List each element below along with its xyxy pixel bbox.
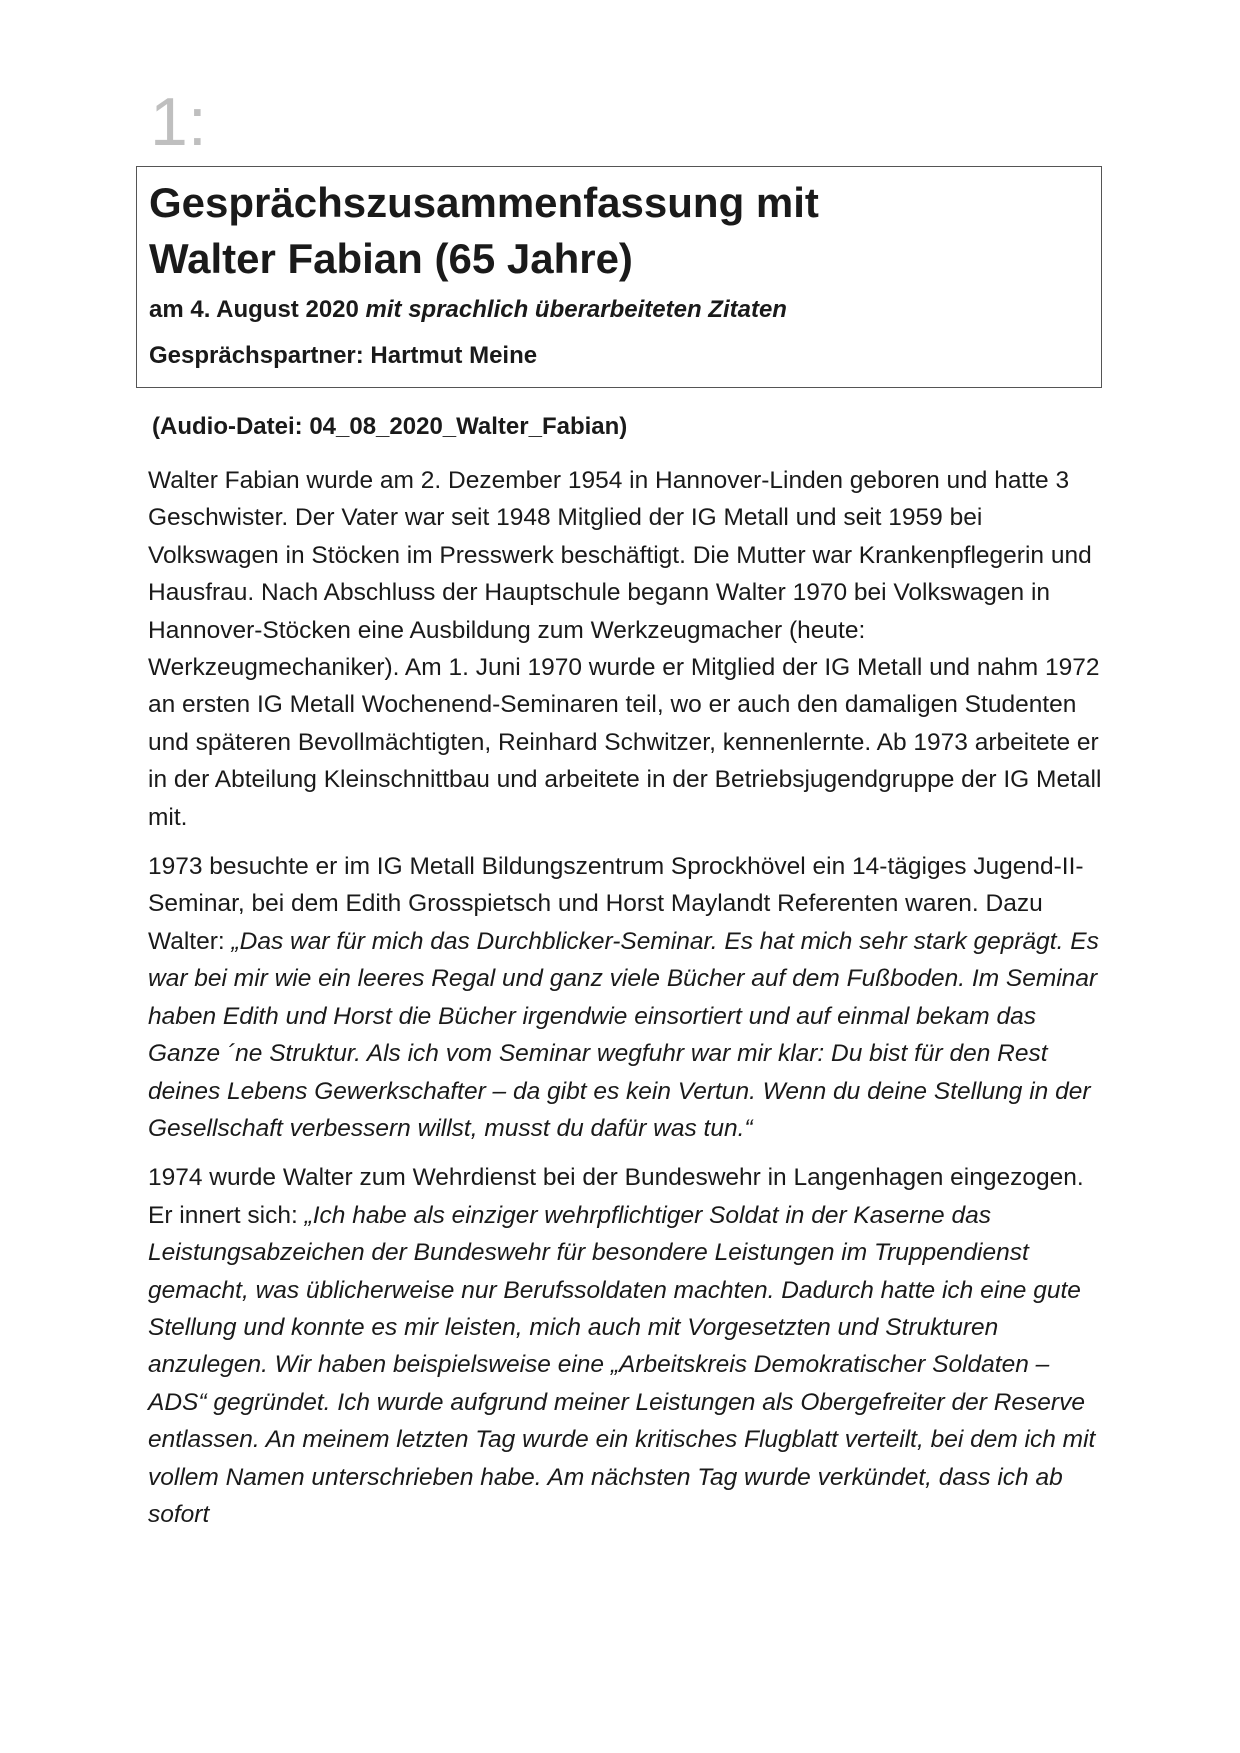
interview-partner: Gesprächspartner: Hartmut Meine <box>149 342 538 369</box>
military-intro: 1974 wurde Walter zum Wehrdienst bei der Bundeswehr in Langenhagen eingezogen. Er innert sich: <box>148 1164 1084 1229</box>
paragraph-seminar <box>148 848 1108 1147</box>
seminar-quote: „Das war für mich das Durchblicker-Seminar. Es hat mich sehr stark geprägt. Es war bei mir wie ein leeres Regal und ganz viele Bücher auf dem Fußboden. Im Seminar haben Edith und Horst die Bücher irgendwie einsortiert und auf einmal bekam das Ganze ´ne Struktur. Als ich vom Seminar wegfuhr war mir klar: Du bist für den Rest deines Lebens Gewerkschafter – da gibt es kein Vertun. Wenn du deine Stellung in der Gesellschaft verbessern willst, musst du dafür was tun.“ <box>148 927 1099 1142</box>
title-line-2: Walter Fabian (65 Jahre) <box>149 235 633 282</box>
document-body <box>148 462 1108 1545</box>
audio-file-reference: (Audio-Datei: 04_08_2020_Walter_Fabian) <box>152 413 628 440</box>
title-box <box>136 166 1102 388</box>
page-number: 1: <box>150 84 207 160</box>
date-line <box>149 293 1089 327</box>
military-quote: „Ich habe als einziger wehrpflichtiger Soldat in der Kaserne das Leistungsabzeichen der Bundeswehr für besondere Leistungen im Truppendienst gemacht, was üblicherweise nur Berufssoldaten machten. Dadurch hatte ich eine gute Stellung und konnte es mir leisten, mich auch mit Vorgesetzten und Strukturen anzulegen. Wir haben beispielsweise eine „Arbeitskreis Demokratischer Soldaten – ADS“ gegründet. Ich wurde aufgrund meiner Leistungen als Obergefreiter der Reserve entlassen. An meinem letzten Tag wurde ein kritisches Flugblatt verteilt, bei dem ich mit vollem Namen unterschrieben habe. Am nächsten Tag wurde verkündet, dass ich ab sofort <box>148 1201 1096 1528</box>
title-line-1: Gesprächszusammenfassung mit <box>149 179 819 226</box>
paragraph-military <box>148 1159 1108 1533</box>
paragraph-biography: Walter Fabian wurde am 2. Dezember 1954 in Hannover-Linden geboren und hatte 3 Geschwister. Der Vater war seit 1948 Mitglied der IG Metall und seit 1959 bei Volkswagen in Stöcken im Presswerk beschäftigt. Die Mutter war Krankenpflegerin und Hausfrau. Nach Abschluss der Hauptschule begann Walter 1970 bei Volkswagen in Hannover-Stöcken eine Ausbildung zum Werkzeugmacher (heute: Werkzeugmechaniker). Am 1. Juni 1970 wurde er Mitglied der IG Metall und nahm 1972 an ersten IG Metall Wochenend-Seminaren teil, wo er auch den damaligen Studenten und späteren Bevollmächtigten, Reinhard Schwitzer, kennenlernte. Ab 1973 arbeitete er in der Abteilung Kleinschnittbau und arbeitete in der Betriebsjugendgruppe der IG Metall mit. <box>148 467 1102 831</box>
seminar-intro: 1973 besuchte er im IG Metall Bildungszentrum Sprockhövel ein 14-tägiges Jugend-II-Seminar, bei dem Edith Grosspietsch und Horst Maylandt Referenten waren. Dazu Walter: <box>148 853 1084 955</box>
subtitle: mit sprachlich überarbeiteten Zitaten <box>365 296 787 323</box>
interview-date: am 4. August 2020 <box>149 296 359 323</box>
